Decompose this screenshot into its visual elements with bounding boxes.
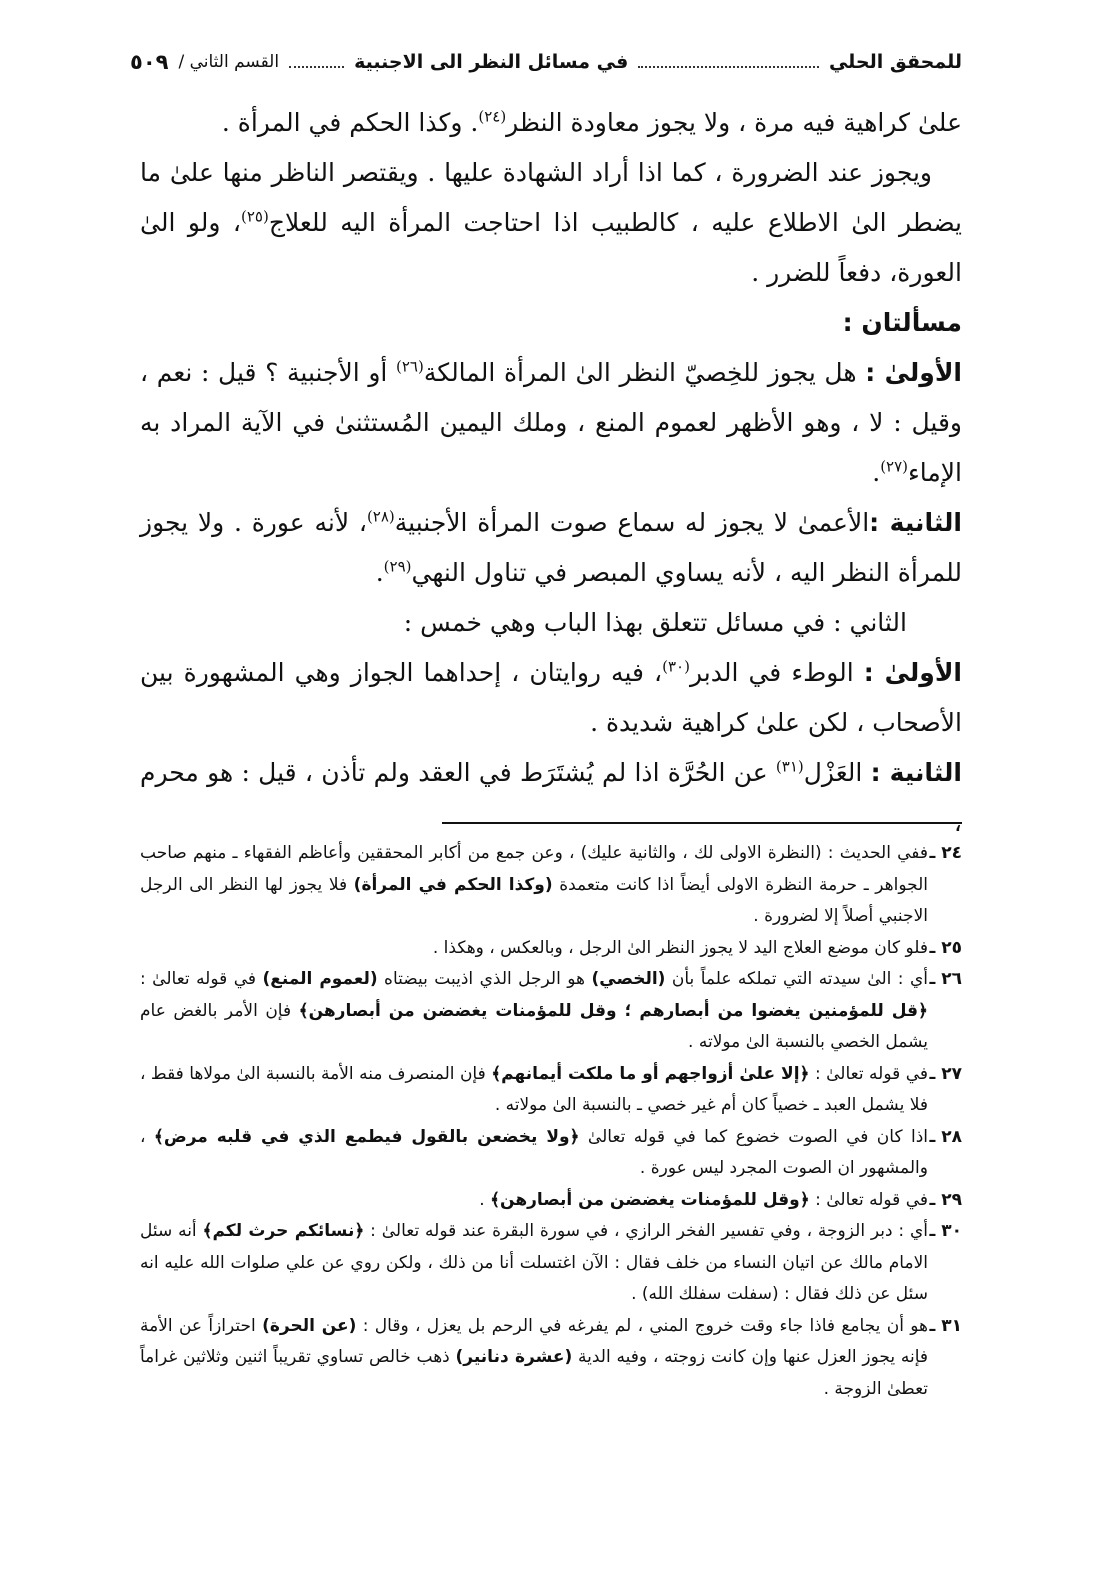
footnote-number: ٢٦ ـ (929, 969, 962, 989)
footnote-emphasis: ﴿نسائكم حرث لكم﴾ (202, 1221, 365, 1241)
footnote-text: ففي الحديث : (النظرة الاولى لك ، والثانية عليك) ، وعن جمع من أكابر المحققين وأعاظم الفقهاء ـ منهم صاحب الجواهر ـ حرمة النظرة الاولى أيضاً اذا كانت متعمدة (140, 843, 928, 895)
footnote (140, 1122, 962, 1185)
footnote-emphasis: (وكذا الحكم في المرأة) (353, 874, 553, 895)
footnote-text: . (479, 1189, 491, 1210)
footnote-emphasis: ﴿قل للمؤمنين يغضوا من أبصارهم ؛ وقل للمؤمنات يغضضن من أبصارهن﴾ (298, 1000, 928, 1021)
footnote-ref: (٢٥) (240, 207, 269, 226)
running-header (130, 42, 962, 82)
footnote-ref: (٢٩) (383, 557, 412, 576)
header-dot-leader (289, 66, 344, 68)
paragraph: علىٰ كراهية فيه مرة ، ولا يجوز معاودة النظر$^{(٢٤)}$. وكذا الحكم في المرأة . (221, 107, 962, 137)
footnote-emphasis: (عشرة دنانير) (455, 1347, 573, 1367)
footnote-ref: (٣٠) (662, 657, 690, 676)
footnote-number: ٢٨ ـ (929, 1126, 962, 1147)
footnote-text: احترازاً عن الأمة فإنه يجوز العزل عنها وإن كانت زوجته ، وفيه الدية (140, 1315, 928, 1367)
footnote-text: أي : الىٰ سيدته التي تملكه علماً بأن (665, 969, 928, 989)
footnote-text: فإن الأمر بالغض عام يشمل الخصي بالنسبة الىٰ مولاته . (140, 1000, 928, 1052)
footnote-emphasis: (عن الحرة) (262, 1315, 357, 1336)
footnote-emphasis: ﴿وقل للمؤمنات يغضضن من أبصارهن﴾ (490, 1189, 810, 1210)
footnote-text: في قوله تعالىٰ : (809, 1063, 928, 1084)
footnote-text: فلا يجوز لها النظر الى الرجل الاجنبي أصلاً إلا لضرورة . (140, 874, 928, 926)
footnote-text: في قوله تعالىٰ : (140, 969, 263, 989)
footnote-text: ذهب خالص تساوي تقريباً اثنين وثلاثين غراماً تعطىٰ الزوجة . (140, 1347, 928, 1399)
footnote-text: هو الرجل الذي اذيبت بيضتاه (377, 969, 592, 989)
issue-label: الأولىٰ : (865, 358, 962, 387)
footnote-text: فلو كان موضع العلاج اليد لا يجوز النظر الىٰ الرجل ، وبالعكس ، وهكذا . (432, 937, 928, 958)
footnote-ref: (٢٧) (880, 457, 909, 476)
footnote-text: ، والمشهور ان الصوت المجرد ليس عورة . (140, 1126, 928, 1178)
footnote-number: ٢٤ ـ (929, 843, 962, 863)
header-dot-leader (638, 66, 819, 68)
paragraph: الثاني : في مسائل تتعلق بهذا الباب وهي خمس : (403, 608, 907, 637)
footnote-number: ٢٥ ـ (929, 937, 962, 958)
footnote-number: ٣٠ ـ (929, 1221, 962, 1241)
footnote-divider (442, 822, 962, 824)
footnote-text: هو أن يجامع فاذا جاء وقت خروج المني ، لم يفرغه في الرحم بل يعزل ، وقال : (356, 1315, 928, 1336)
footnote-ref: (٢٨) (366, 507, 395, 526)
footnote-emphasis: (الخصي) (591, 969, 666, 989)
issue-label: الأولىٰ : (863, 658, 962, 687)
issue-first: الأولىٰ : هل يجوز للخِصيّ النظر الىٰ المرأة المالكة$^{(٢٦)}$ أو الأجنبية ؟ قيل : نعم ، وقيل : لا ، وهو الأظهر لعموم المنع ، وملك اليمين المُستثنىٰ في الآية المراد به الإماء$^{(٢٧)}$. (140, 357, 962, 487)
footnote-text: فإن المنصرف منه الأمة بالنسبة الىٰ مولاها فقط ، فلا يشمل العبد ـ خصياً كان أم غير خصي ـ بالنسبة الىٰ مولاته . (140, 1063, 928, 1115)
header-author: للمحقق الحلي (828, 51, 962, 73)
footnote (140, 933, 962, 965)
footnote (140, 1059, 962, 1122)
issue-first: الأولىٰ : الوطء في الدبر$^{(٣٠)}$، فيه روايتان ، إحداهما الجواز وهي المشهورة بين الأصحاب ، لكن علىٰ كراهية شديدة . (140, 657, 962, 737)
footnotes (140, 838, 962, 1405)
footnote-number: ٢٩ ـ (929, 1189, 962, 1210)
footnote-emphasis: (لعموم المنع) (262, 969, 378, 989)
paragraph: ويجوز عند الضرورة ، كما اذا أراد الشهادة عليها . ويقتصر الناظر منها علىٰ ما يضطر الىٰ الاطلاع عليه ، كالطبيب اذا احتاجت المرأة اليه للعلاج$^{(٢٥)}$، ولو الىٰ العورة، دفعاً للضرر . (140, 158, 962, 287)
footnote-text: أي : دبر الزوجة ، وفي تفسير الفخر الرازي ، في سورة البقرة عند قوله تعالىٰ : (364, 1221, 929, 1241)
footnote-emphasis: ﴿ولا يخضعن بالقول فيطمع الذي في قلبه مرض﴾ (153, 1126, 580, 1147)
header-section: القسم الثاني / (178, 52, 280, 72)
issue-label: الثانية : (869, 508, 962, 537)
issue-second: الثانية :الأعمىٰ لا يجوز له سماع صوت المرأة الأجنبية$^{(٢٨)}$، لأنه عورة . ولا يجوز للمرأة النظر اليه ، لأنه يساوي المبصر في تناول النهي$^{(٢٩)}$. (140, 507, 962, 587)
footnote-ref: (٢٦) (396, 357, 424, 376)
footnote (140, 964, 962, 1059)
footnote (140, 838, 962, 933)
footnote-number: ٢٧ ـ (929, 1063, 962, 1084)
issue-label: الثانية : (870, 758, 962, 787)
footnote-number: ٣١ ـ (929, 1315, 962, 1336)
header-chapter-title: في مسائل النظر الى الاجنبية (354, 51, 629, 73)
footnote (140, 1311, 962, 1406)
issue-second: الثانية : العَزْل$^{(٣١)}$ عن الحُرَّة اذا لم يُشتَرَط في العقد ولم تأذن ، قيل : هو محرم ، (140, 757, 962, 837)
footnote-emphasis: ﴿إلا علىٰ أزواجهم أو ما ملكت أيمانهم﴾ (491, 1063, 810, 1084)
footnote (140, 1216, 962, 1311)
subheading: مسألتان : (842, 308, 962, 337)
main-text (140, 98, 962, 848)
page-number: ٥٠٩ (130, 50, 169, 74)
footnote (140, 1185, 962, 1217)
footnote-ref: (٢٤) (478, 107, 507, 126)
footnote-text: أنه سئل الامام مالك عن اتيان النساء من خلف فقال : الآن اغتسلت أنا من ذلك ، ولكن روي عن علي صلوات الله عليه انه سئل عن ذلك فقال : (سفلت سفلك الله) . (140, 1221, 928, 1304)
footnote-text: اذا كان في الصوت خضوع كما في قوله تعالىٰ (579, 1126, 928, 1147)
footnote-ref: (٣١) (775, 757, 804, 776)
footnote-text: في قوله تعالىٰ : (809, 1189, 928, 1210)
